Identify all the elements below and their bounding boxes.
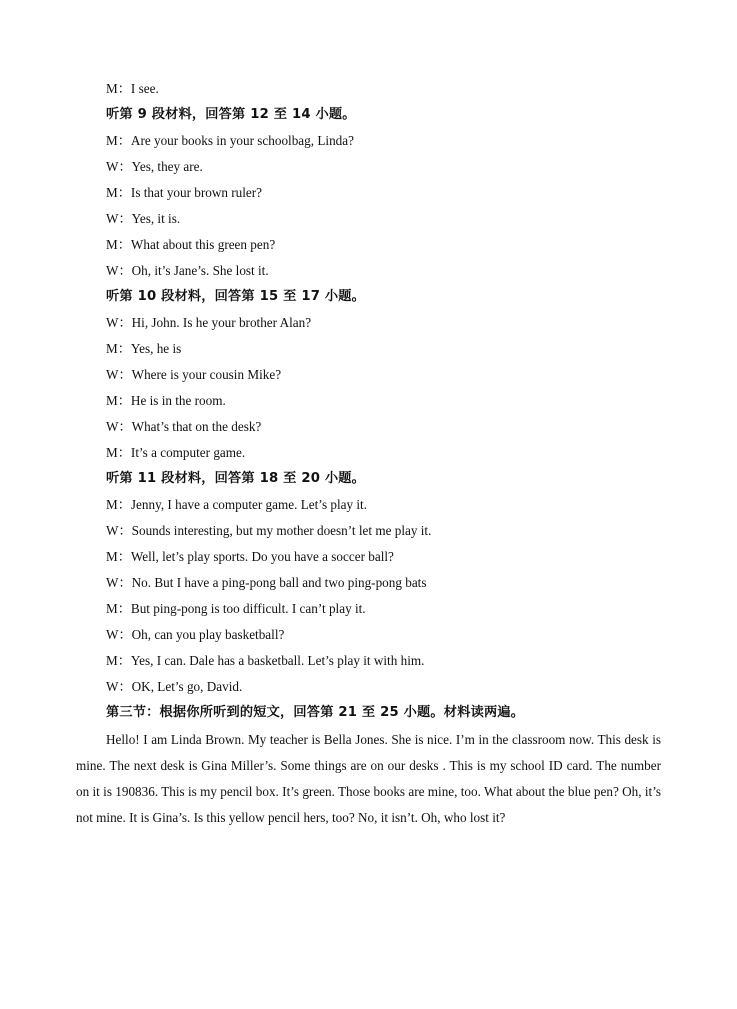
speaker-label: W： — [106, 315, 132, 330]
dialogue-line — [106, 444, 245, 462]
line-text: He is in the room. — [130, 393, 226, 408]
speaker-label: M： — [106, 237, 131, 252]
line-text: Yes, they are. — [131, 159, 203, 174]
speaker-label: W： — [106, 419, 132, 434]
speaker-label: W： — [106, 679, 132, 694]
dialogue-line — [106, 314, 311, 332]
speaker-label: W： — [106, 367, 132, 382]
line-text: Oh, can you play basketball? — [131, 627, 285, 642]
speaker-label: W： — [106, 211, 132, 226]
dialogue-line — [106, 418, 261, 436]
dialogue-line — [106, 548, 394, 566]
line-text: Jenny, I have a computer game. Let’s play it. — [130, 497, 367, 512]
dialogue-line — [106, 574, 426, 592]
dialogue-line — [106, 184, 262, 202]
dialogue-line — [106, 392, 226, 410]
dialogue-line — [106, 626, 284, 644]
line-text: Sounds interesting, but my mother doesn’t let me play it. — [131, 523, 432, 538]
line-text: What’s that on the desk? — [131, 419, 262, 434]
dialogue-line — [106, 652, 424, 670]
speaker-label: M： — [106, 133, 131, 148]
dialogue-line — [106, 80, 159, 98]
speaker-label: M： — [106, 497, 131, 512]
speaker-label: M： — [106, 393, 131, 408]
dialogue-line — [106, 678, 242, 696]
listening-passage: Hello! I am Linda Brown. My teacher is Bella Jones. She is nice. I’m in the classroom now. This desk is mine. The next desk is Gina Miller’s. Some things are on our desks . This is my school ID card. The number on it is 190836. This is my pencil box. It’s green. Those books are mine, too. What about the blue pen? Oh, it’s not mine. It is Gina’s. Is this yellow pencil hers, too? No, it isn’t. Oh, who lost it? — [76, 732, 661, 825]
dialogue-line — [106, 132, 354, 150]
line-text: What about this green pen? — [130, 237, 276, 252]
speaker-label: W： — [106, 523, 132, 538]
speaker-label: M： — [106, 185, 131, 200]
line-text: Where is your cousin Mike? — [131, 367, 282, 382]
line-text: No. But I have a ping-pong ball and two ping-pong bats — [131, 575, 427, 590]
line-text: But ping-pong is too difficult. I can’t play it. — [130, 601, 366, 616]
line-text: Well, let’s play sports. Do you have a soccer ball? — [130, 549, 394, 564]
line-text: Oh, it’s Jane’s. She lost it. — [131, 263, 269, 278]
speaker-label: W： — [106, 159, 132, 174]
speaker-label: M： — [106, 549, 131, 564]
speaker-label: W： — [106, 627, 132, 642]
speaker-label: M： — [106, 601, 131, 616]
dialogue-line — [106, 522, 431, 540]
dialogue-line — [106, 340, 181, 358]
line-text: Hi, John. Is he your brother Alan? — [131, 315, 312, 330]
speaker-label: M： — [106, 653, 131, 668]
dialogue-line — [106, 496, 367, 514]
section-heading-11: 听第 11 段材料，回答第 18 至 20 小题。 — [106, 471, 366, 486]
speaker-label: M： — [106, 81, 131, 96]
line-text: Yes, I can. Dale has a basketball. Let’s play it with him. — [130, 653, 425, 668]
line-text: Yes, it is. — [131, 211, 181, 226]
speaker-label: M： — [106, 341, 131, 356]
line-text: Are your books in your schoolbag, Linda? — [130, 133, 354, 148]
line-text: It’s a computer game. — [130, 445, 246, 460]
dialogue-line — [106, 600, 366, 618]
dialogue-line — [106, 158, 203, 176]
speaker-label: W： — [106, 263, 132, 278]
dialogue-line — [106, 262, 269, 280]
line-text: Yes, he is — [130, 341, 182, 356]
section-heading-10: 听第 10 段材料，回答第 15 至 17 小题。 — [106, 289, 366, 304]
section-3-heading: 第三节：根据你所听到的短文，回答第 21 至 25 小题。材料读两遍。 — [106, 705, 525, 720]
line-text: Is that your brown ruler? — [130, 185, 263, 200]
speaker-label: M： — [106, 445, 131, 460]
section-heading-9: 听第 9 段材料，回答第 12 至 14 小题。 — [106, 107, 356, 122]
dialogue-line — [106, 210, 180, 228]
dialogue-line — [106, 236, 275, 254]
line-text: I see. — [130, 81, 159, 96]
speaker-label: W： — [106, 575, 132, 590]
dialogue-line — [106, 366, 281, 384]
line-text: OK, Let’s go, David. — [131, 679, 243, 694]
